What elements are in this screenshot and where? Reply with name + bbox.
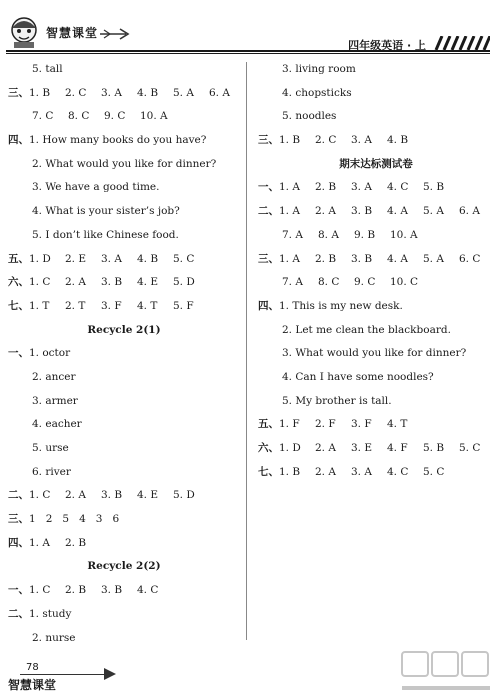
answer-row bbox=[8, 224, 240, 248]
answer-option: 3. A bbox=[351, 465, 372, 478]
section-number: 二、 bbox=[8, 489, 29, 502]
answer-text: 3. living room bbox=[282, 63, 356, 75]
answer-option: 10. A bbox=[390, 228, 418, 241]
answer-option: 2. T bbox=[65, 299, 86, 312]
answer-text: 5. urse bbox=[32, 442, 69, 454]
answer-option: 3. B bbox=[101, 584, 123, 597]
answer-text: 4. chopsticks bbox=[282, 86, 352, 99]
answer-option: 2. B bbox=[65, 536, 87, 549]
answer-column-left bbox=[8, 58, 240, 650]
answer-option: 10. C bbox=[390, 276, 419, 289]
answer-option: 2. C bbox=[65, 86, 87, 99]
answer-text: 4. Can I have some noodles? bbox=[282, 370, 434, 383]
answer-row bbox=[8, 508, 240, 532]
section-number: 二、 bbox=[8, 607, 29, 620]
answer-option: 7. A bbox=[282, 228, 303, 241]
footer-rule bbox=[20, 674, 106, 675]
answer-option: 1. A bbox=[279, 181, 300, 194]
answer-row bbox=[8, 271, 240, 295]
section-number: 六、 bbox=[258, 442, 279, 454]
answer-option: 3. A bbox=[101, 252, 122, 265]
answer-row bbox=[8, 105, 240, 129]
answer-option: 2. F bbox=[315, 418, 336, 431]
answer-row bbox=[8, 153, 240, 177]
answer-option: 5. B bbox=[423, 181, 445, 194]
section-number: 四、 bbox=[258, 299, 279, 312]
answer-option: 1. T bbox=[29, 299, 50, 312]
answer-text: 2. nurse bbox=[32, 631, 76, 644]
book-title: 四年级英语 · 上 bbox=[348, 39, 426, 52]
answer-option: 4. B bbox=[137, 86, 159, 99]
answer-option: 10. A bbox=[140, 110, 168, 123]
answer-option: 1. D bbox=[279, 442, 301, 454]
answer-option: 2. B bbox=[65, 584, 87, 597]
answer-option: 3. B bbox=[351, 205, 373, 218]
answer-text: 4. What is your sister’s job? bbox=[32, 205, 180, 218]
answer-text: 3. What would you like for dinner? bbox=[282, 347, 467, 360]
section-number: 一、 bbox=[8, 347, 29, 360]
answer-option: 7. C bbox=[32, 110, 54, 123]
answer-option: 3. F bbox=[101, 299, 122, 312]
answer-option: 2. C bbox=[315, 134, 337, 147]
answer-option: 3. A bbox=[351, 181, 372, 194]
brand-title: 智慧课堂 bbox=[46, 26, 99, 40]
answer-row bbox=[8, 461, 240, 485]
footer-brand: 智慧课堂 bbox=[8, 678, 57, 692]
section-number: 一、 bbox=[8, 584, 29, 597]
answer-option: 2. A bbox=[315, 442, 336, 454]
answer-option: 5. D bbox=[173, 276, 195, 289]
answer-option: 1. A bbox=[29, 536, 50, 549]
answer-text: 5. noodles bbox=[282, 110, 337, 123]
answer-option: 4. C bbox=[387, 181, 409, 194]
footer-arrow-icon bbox=[104, 668, 116, 680]
answer-option: 4. C bbox=[137, 584, 159, 597]
answer-row bbox=[8, 342, 240, 366]
answer-option: 8. C bbox=[318, 276, 340, 289]
answer-row bbox=[258, 366, 494, 390]
answer-text: 1. How many books do you have? bbox=[29, 134, 207, 147]
answer-row bbox=[8, 627, 240, 651]
answer-row bbox=[258, 413, 494, 437]
page-number: 78 bbox=[26, 662, 39, 673]
answer-text: 1. study bbox=[29, 607, 72, 620]
answer-option: 1. F bbox=[279, 418, 300, 431]
answer-row bbox=[8, 58, 240, 82]
answer-option: 4. B bbox=[137, 252, 159, 265]
answer-option: 1. B bbox=[29, 86, 51, 99]
answer-text: 3. We have a good time. bbox=[32, 181, 160, 194]
answer-row bbox=[258, 437, 494, 461]
answer-option: 1. A bbox=[279, 252, 300, 265]
answer-option: 5. A bbox=[423, 252, 444, 265]
section-number: 七、 bbox=[8, 299, 29, 312]
answer-text: 4. eacher bbox=[32, 418, 82, 431]
answer-option: 5. C bbox=[423, 465, 445, 478]
section-number: 七、 bbox=[258, 465, 279, 478]
section-title: 期末达标测试卷 bbox=[339, 157, 413, 170]
answer-option: 1. B bbox=[279, 465, 301, 478]
answer-row bbox=[8, 390, 240, 414]
section-number: 六、 bbox=[8, 276, 29, 289]
answer-row bbox=[8, 248, 240, 272]
answer-option: 3. F bbox=[351, 418, 372, 431]
answer-row bbox=[258, 342, 494, 366]
stripes-decoration-icon bbox=[432, 36, 490, 50]
answer-option: 2. B bbox=[315, 252, 337, 265]
answer-option: 5. F bbox=[173, 299, 194, 312]
section-number: 五、 bbox=[8, 252, 29, 265]
answer-row bbox=[8, 579, 240, 603]
answer-option: 3. A bbox=[351, 134, 372, 147]
answer-option: 5. B bbox=[423, 442, 445, 454]
section-number: 三、 bbox=[258, 252, 279, 265]
section-title: Recycle 2(1) bbox=[87, 323, 161, 336]
answer-row bbox=[8, 366, 240, 390]
answer-option: 1. A bbox=[279, 205, 300, 218]
answer-row bbox=[8, 200, 240, 224]
answer-text: 1. octor bbox=[29, 347, 71, 360]
answer-row bbox=[258, 176, 494, 200]
answer-row bbox=[258, 82, 494, 106]
answer-option: 7. A bbox=[282, 276, 303, 289]
answer-row bbox=[8, 176, 240, 200]
answer-text: 5. My brother is tall. bbox=[282, 394, 392, 407]
section-number: 三、 bbox=[8, 513, 29, 526]
section-number: 一、 bbox=[258, 181, 279, 194]
answer-row bbox=[258, 295, 494, 319]
answer-option: 2. E bbox=[65, 252, 87, 265]
answer-row bbox=[258, 461, 494, 485]
answer-row bbox=[8, 295, 240, 319]
answer-text: 5. tall bbox=[32, 63, 63, 75]
column-divider bbox=[246, 62, 247, 640]
answer-option: 5. A bbox=[173, 86, 194, 99]
answer-option: 5. C bbox=[173, 252, 195, 265]
answer-row bbox=[8, 413, 240, 437]
answer-row bbox=[8, 532, 240, 556]
answer-row bbox=[258, 200, 494, 224]
answer-row bbox=[258, 390, 494, 414]
answer-option: 5. D bbox=[173, 489, 195, 502]
answer-option: 4. F bbox=[387, 442, 408, 454]
answer-text: 2. ancer bbox=[32, 370, 76, 383]
answer-text: 1. This is my new desk. bbox=[279, 299, 403, 312]
answer-option: 3. B bbox=[351, 252, 373, 265]
answer-option: 2. A bbox=[65, 276, 86, 289]
answer-option: 8. A bbox=[318, 228, 339, 241]
answer-option: 3. E bbox=[351, 442, 373, 454]
answer-option: 4. A bbox=[387, 205, 408, 218]
answer-row bbox=[258, 105, 494, 129]
answer-option: 4. T bbox=[387, 418, 408, 431]
answer-option: 4. A bbox=[387, 252, 408, 265]
answer-option: 8. C bbox=[68, 110, 90, 123]
answer-row bbox=[8, 437, 240, 461]
answer-row bbox=[8, 129, 240, 153]
answer-option: 2. A bbox=[315, 465, 336, 478]
answer-row bbox=[258, 248, 494, 272]
section-number: 四、 bbox=[8, 536, 29, 549]
answer-option: 9. C bbox=[354, 276, 376, 289]
mascot-icon bbox=[6, 14, 42, 50]
answer-option: 9. B bbox=[354, 228, 376, 241]
header-rule bbox=[6, 50, 490, 52]
watermark-logo-icon bbox=[398, 648, 494, 698]
section-number: 三、 bbox=[8, 86, 29, 99]
answer-text: 2. What would you like for dinner? bbox=[32, 157, 217, 170]
answer-row bbox=[8, 82, 240, 106]
answer-text: 1 2 5 4 3 6 bbox=[29, 513, 120, 526]
answer-option: 2. B bbox=[315, 181, 337, 194]
answer-option: 2. A bbox=[315, 205, 336, 218]
answer-option: 6. C bbox=[459, 252, 481, 265]
arrow-decoration-icon bbox=[100, 28, 134, 40]
answer-option: 4. E bbox=[137, 489, 159, 502]
answer-text: 6. river bbox=[32, 465, 71, 478]
answer-option: 4. C bbox=[387, 465, 409, 478]
answer-option: 9. C bbox=[104, 110, 126, 123]
answer-row bbox=[258, 224, 494, 248]
answer-option: 5. C bbox=[459, 442, 481, 454]
page-header bbox=[0, 0, 500, 56]
answer-row bbox=[8, 484, 240, 508]
answer-row bbox=[258, 129, 494, 153]
answer-option: 2. A bbox=[65, 489, 86, 502]
answer-row bbox=[258, 271, 494, 295]
section-number: 二、 bbox=[258, 205, 279, 218]
answer-option: 1. C bbox=[29, 489, 51, 502]
section-number: 三、 bbox=[258, 134, 279, 147]
answer-text: 2. Let me clean the blackboard. bbox=[282, 323, 451, 336]
answer-option: 5. A bbox=[423, 205, 444, 218]
answer-option: 6. A bbox=[459, 205, 480, 218]
header-rule-thin bbox=[6, 53, 490, 54]
answer-text: 5. I don’t like Chinese food. bbox=[32, 228, 179, 241]
answer-column-right bbox=[258, 58, 494, 484]
section-title: Recycle 2(2) bbox=[87, 560, 161, 573]
answer-option: 4. T bbox=[137, 299, 158, 312]
answer-option: 3. B bbox=[101, 276, 123, 289]
answer-option: 3. B bbox=[101, 489, 123, 502]
answer-row bbox=[258, 58, 494, 82]
answer-text: 3. armer bbox=[32, 394, 78, 407]
section-number: 四、 bbox=[8, 134, 29, 147]
answer-option: 1. C bbox=[29, 584, 51, 597]
answer-option: 6. A bbox=[209, 86, 230, 99]
answer-option: 1. D bbox=[29, 252, 51, 265]
section-number: 五、 bbox=[258, 418, 279, 431]
answer-row bbox=[8, 603, 240, 627]
answer-row bbox=[258, 319, 494, 343]
answer-option: 1. C bbox=[29, 276, 51, 289]
answer-option: 4. E bbox=[137, 276, 159, 289]
answer-option: 1. B bbox=[279, 134, 301, 147]
answer-option: 4. B bbox=[387, 134, 409, 147]
answer-option: 3. A bbox=[101, 86, 122, 99]
